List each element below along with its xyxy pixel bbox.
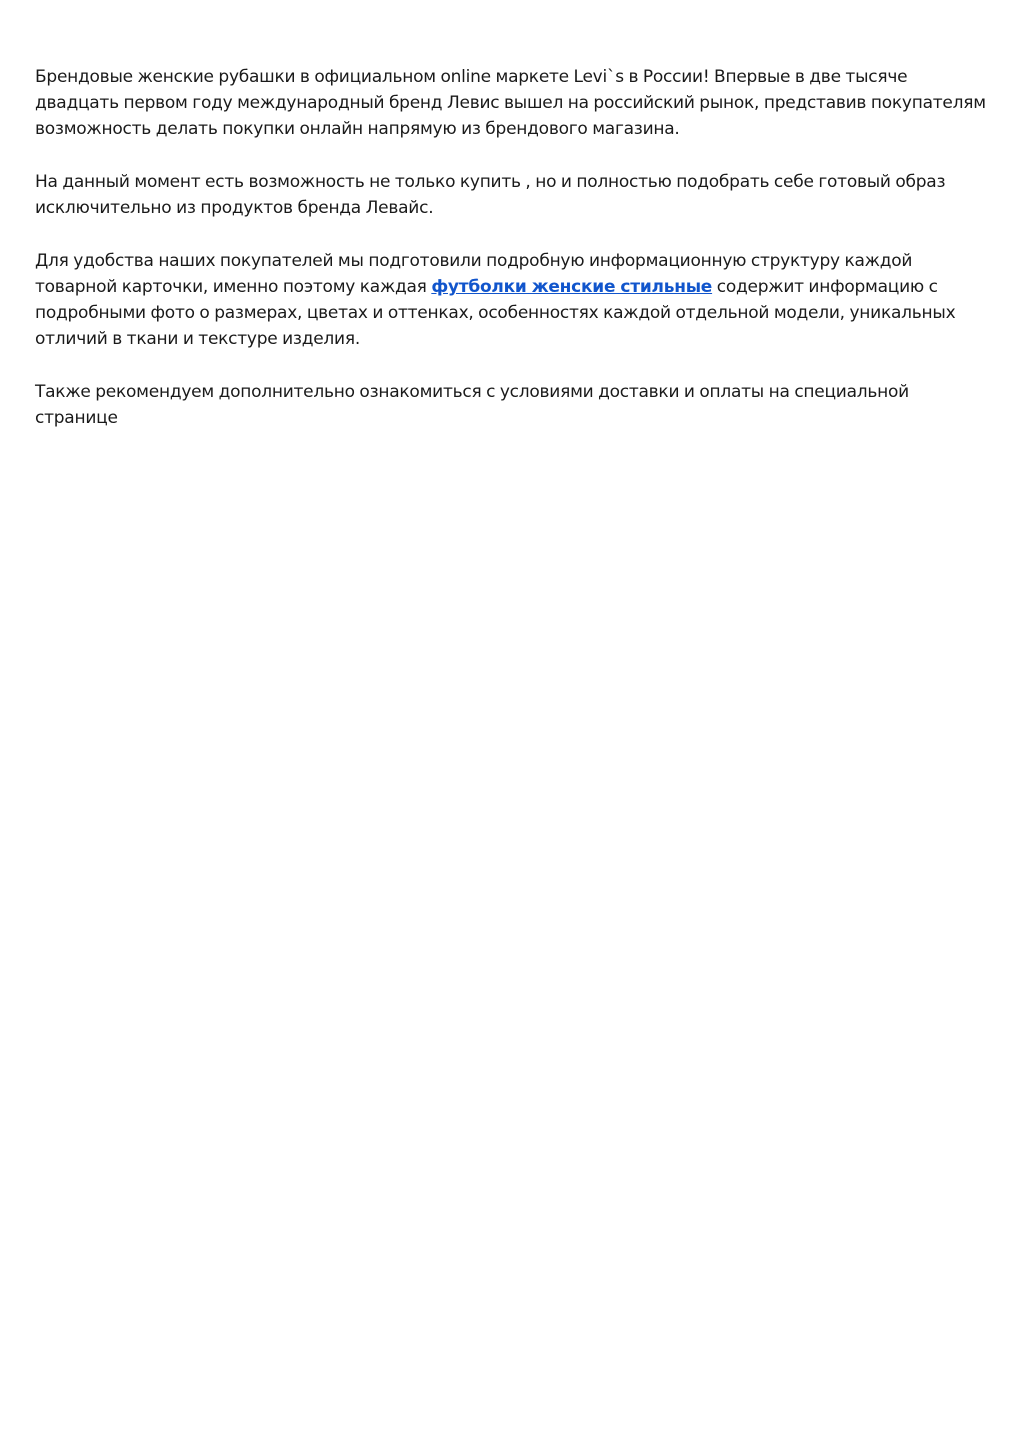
paragraph-intro: Брендовые женские рубашки в официальном online маркете Levi`s в России! Впервые в две тысяче двадцать первом году международный бренд Левис вышел на российский рынок, представив покупателям возможность делать покупки онлайн напрямую из брендового магазина. (35, 67, 986, 139)
paragraph-product-card (35, 248, 995, 352)
paragraph-delivery: Также рекомендуем дополнительно ознакомиться с условиями доставки и оплаты на специальной странице (35, 382, 909, 428)
paragraph-outfit: На данный момент есть возможность не только купить , но и полностью подобрать себе готовый образ исключительно из продуктов бренда Левайс. (35, 172, 946, 218)
paragraph-product-card-lead: Для удобства наших покупателей мы подготовили подробную информационную структуру каждой товарной карточки, именно поэтому каждая (35, 251, 913, 297)
womens-tshirts-link[interactable]: футболки женские стильные (431, 277, 713, 297)
document-body (35, 64, 995, 431)
paragraph-product-card-tail: содержит информацию с подробными фото о размерах, цветах и оттенках, особенностях каждой отдельной модели, уникальных отличий в ткани и текстуре изделия. (35, 277, 956, 349)
